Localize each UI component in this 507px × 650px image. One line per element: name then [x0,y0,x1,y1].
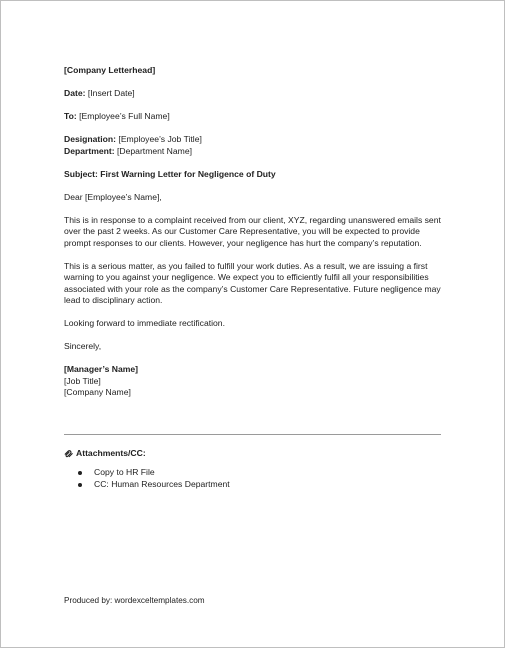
department-label: Department: [64,145,115,156]
signature-name: [Manager’s Name] [64,364,139,374]
list-item [64,479,444,491]
attachments-heading [64,448,444,460]
closing-line: Looking forward to immediate rectification. [64,318,225,328]
company-letterhead: [Company Letterhead] [64,65,156,75]
recipient-value: [Employee’s Full Name] [76,111,170,121]
attachments-list [64,467,444,491]
recipient-label: To: [64,111,77,121]
body-paragraph-1: This is in response to a complaint received from our client, XYZ, regarding unanswered emails sent over the past 2 weeks. As our Customer Care Representative, you will be expected to provide prompt responses to our clients. However, your negligence has hurt the company’s reputation. [64,214,441,248]
letter-body [64,65,444,399]
designation-value: [Employee’s Job Title] [116,134,202,144]
attachment-item-label: Copy to HR File [94,466,155,477]
attachment-item-label: CC: Human Resources Department [94,478,230,489]
bullet-icon [78,483,82,487]
recipient-line [64,111,444,123]
footer-credit: Produced by: wordexceltemplates.com [64,596,205,605]
body-paragraph-2: This is a serious matter, as you failed to fulfill your work duties. As a result, we are issuing a first warning to you against your negligence. We expect you to efficiently fulfil all your responsibilities associated with your role as the company’s Customer Care Representative. Future negligence may lead to disciplinary action. [64,260,441,305]
date-line [64,88,444,100]
signoff: Sincerely, [64,341,102,351]
date-value: [Insert Date] [85,88,135,98]
designation-label: Designation: [64,134,117,144]
salutation: Dear [Employee’s Name], [64,191,162,202]
designation-line [64,134,444,146]
bullet-icon [78,471,82,475]
list-item [64,467,444,479]
signature-title: [Job Title] [64,375,101,386]
subject-line: Subject: First Warning Letter for Negligence of Duty [64,168,276,179]
department-value: [Department Name] [114,145,192,156]
paperclip-icon [64,449,74,458]
attachments-heading-text: Attachments/CC: [76,448,146,458]
department-line [64,146,444,158]
signature-company: [Company Name] [64,387,131,397]
section-divider [64,434,441,435]
attachments-section [64,448,444,491]
date-label: Date: [64,88,86,98]
